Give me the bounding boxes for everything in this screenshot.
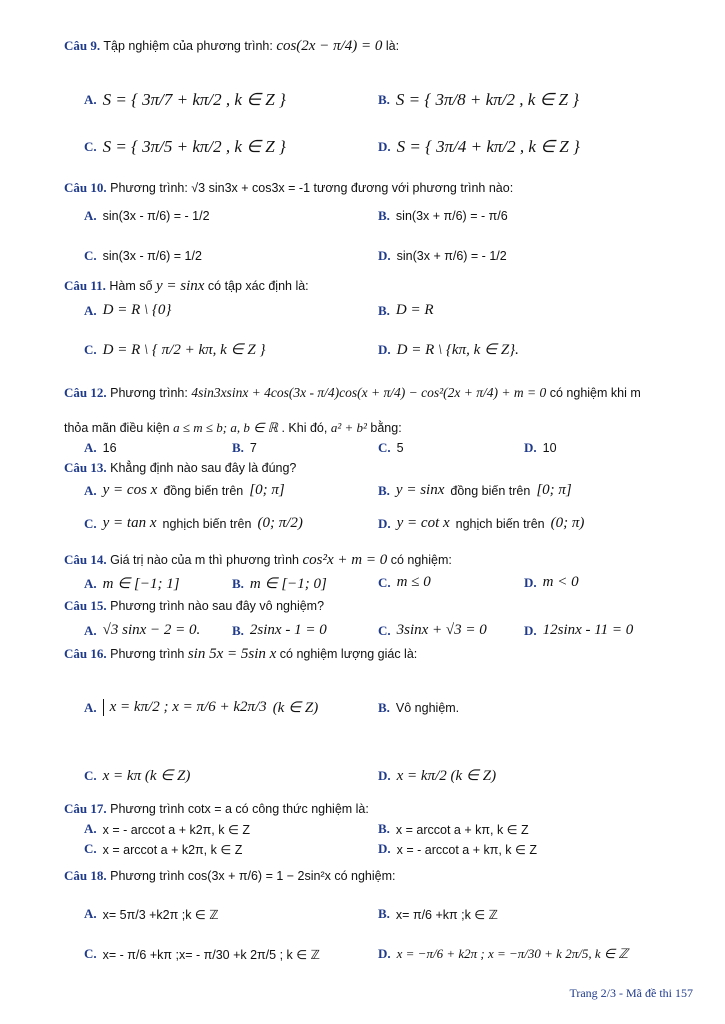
option-b[interactable]: B. sin(3x + π/6) = - π/6 [378, 208, 508, 223]
question-10: Câu 10. Phương trình: √3 sin3x + cos3x = -1 tương đương với phương trình nào: [64, 180, 514, 195]
question-17: Câu 17. Phương trình cotx = a có công thức nghiệm là: [64, 801, 369, 816]
option-d[interactable]: D. m < 0 [524, 574, 579, 590]
option-a[interactable]: A. S = { 3π/7 + kπ/2 , k ∈ Z } [84, 90, 286, 109]
option-a[interactable]: A. 16 [84, 440, 117, 455]
question-tail: là: [385, 39, 400, 53]
question-18: Câu 18. Phương trình cos(3x + π/6) = 1 − 2sin²x có nghiệm: [64, 868, 396, 883]
option-a[interactable]: A. x = kπ/2 ; x = π/6 + k2π/3 (k ∈ Z) [84, 699, 319, 716]
option-d[interactable]: D. x = kπ/2 (k ∈ Z) [378, 767, 497, 784]
option-b[interactable]: B. Vô nghiệm. [378, 700, 460, 715]
option-a[interactable]: A. x = - arccot a + k2π, k ∈ Z [84, 821, 250, 837]
option-b[interactable]: B. D = R [378, 302, 434, 318]
option-b[interactable]: B. y = sinx đồng biến trên [0; π] [378, 482, 572, 498]
option-c[interactable]: C. S = { 3π/5 + kπ/2 , k ∈ Z } [84, 137, 286, 156]
option-a[interactable]: A. sin(3x - π/6) = - 1/2 [84, 208, 210, 223]
option-c[interactable]: C. m ≤ 0 [378, 574, 431, 590]
option-a[interactable]: A. D = R \ {0} [84, 302, 172, 318]
option-b[interactable]: B. 2sinx - 1 = 0 [232, 622, 327, 638]
option-a[interactable]: A. √3 sinx − 2 = 0. [84, 622, 201, 638]
option-c[interactable]: C. D = R \ { π/2 + kπ, k ∈ Z } [84, 341, 266, 358]
question-number: Câu 9. [64, 38, 101, 53]
option-a[interactable]: A. x= 5π/3 +k2π ;k ∈ ℤ [84, 906, 219, 922]
option-d[interactable]: D. 12sinx - 11 = 0 [524, 622, 634, 638]
option-c[interactable]: C. x= - π/6 +kπ ;x= - π/30 +k 2π/5 ; k ∈ ℤ [84, 946, 320, 962]
question-12: Câu 12. Phương trình: 4sin3xsinx + 4cos(3x - π/4)cos(x + π/4) − cos²(2x + π/4) + m = 0 có nghiệm khi m [64, 385, 641, 400]
option-b[interactable]: B. x = arccot a + kπ, k ∈ Z [378, 821, 529, 837]
option-d[interactable]: D. x = - arccot a + kπ, k ∈ Z [378, 841, 538, 857]
option-a[interactable]: A. y = cos x đồng biến trên [0; π] [84, 482, 285, 498]
question-16: Câu 16. Phương trình sin 5x = 5sin x có nghiệm lượng giác là: [64, 646, 418, 662]
question-11: Câu 11. Hàm số y = sinx có tập xác định là: [64, 278, 309, 294]
option-a[interactable]: A. m ∈ [−1; 1] [84, 575, 180, 592]
question-math: cos(2x − π/4) = 0 [276, 38, 383, 54]
option-c[interactable]: C. x = arccot a + k2π, k ∈ Z [84, 841, 243, 857]
option-d[interactable]: D. x = −π/6 + k2π ; x = −π/30 + k 2π/5, k ∈ ℤ [378, 946, 629, 961]
question-15: Câu 15. Phương trình nào sau đây vô nghiệm? [64, 598, 325, 613]
option-b[interactable]: B. m ∈ [−1; 0] [232, 575, 327, 592]
option-c[interactable]: C. y = tan x nghịch biến trên (0; π/2) [84, 515, 303, 531]
option-d[interactable]: D. D = R \ {kπ, k ∈ Z}. [378, 341, 519, 358]
question-12-line2: thỏa mãn điều kiện a ≤ m ≤ b; a, b ∈ ℝ . Khi đó, a² + b² bằng: [64, 420, 402, 435]
question-13: Câu 13. Khẳng định nào sau đây là đúng? [64, 460, 297, 475]
option-d[interactable]: D. y = cot x nghịch biến trên (0; π) [378, 515, 585, 531]
option-c[interactable]: C. sin(3x - π/6) = 1/2 [84, 248, 202, 263]
option-b[interactable]: B. x= π/6 +kπ ;k ∈ ℤ [378, 906, 498, 922]
option-d[interactable]: D. S = { 3π/4 + kπ/2 , k ∈ Z } [378, 137, 580, 156]
question-14: Câu 14. Giá trị nào của m thì phương trình cos²x + m = 0 có nghiệm: [64, 552, 452, 568]
question-text: Tập nghiệm của phương trình: [103, 39, 273, 53]
option-d[interactable]: D. sin(3x + π/6) = - 1/2 [378, 248, 507, 263]
option-c[interactable]: C. 5 [378, 440, 404, 455]
option-c[interactable]: C. x = kπ (k ∈ Z) [84, 767, 191, 784]
option-c[interactable]: C. 3sinx + √3 = 0 [378, 622, 487, 638]
option-d[interactable]: D. 10 [524, 440, 557, 455]
question-9 [64, 38, 399, 55]
option-b[interactable]: B. 7 [232, 440, 257, 455]
page-footer: Trang 2/3 - Mã đề thi 157 [569, 986, 693, 1000]
option-b[interactable]: B. S = { 3π/8 + kπ/2 , k ∈ Z } [378, 90, 580, 109]
